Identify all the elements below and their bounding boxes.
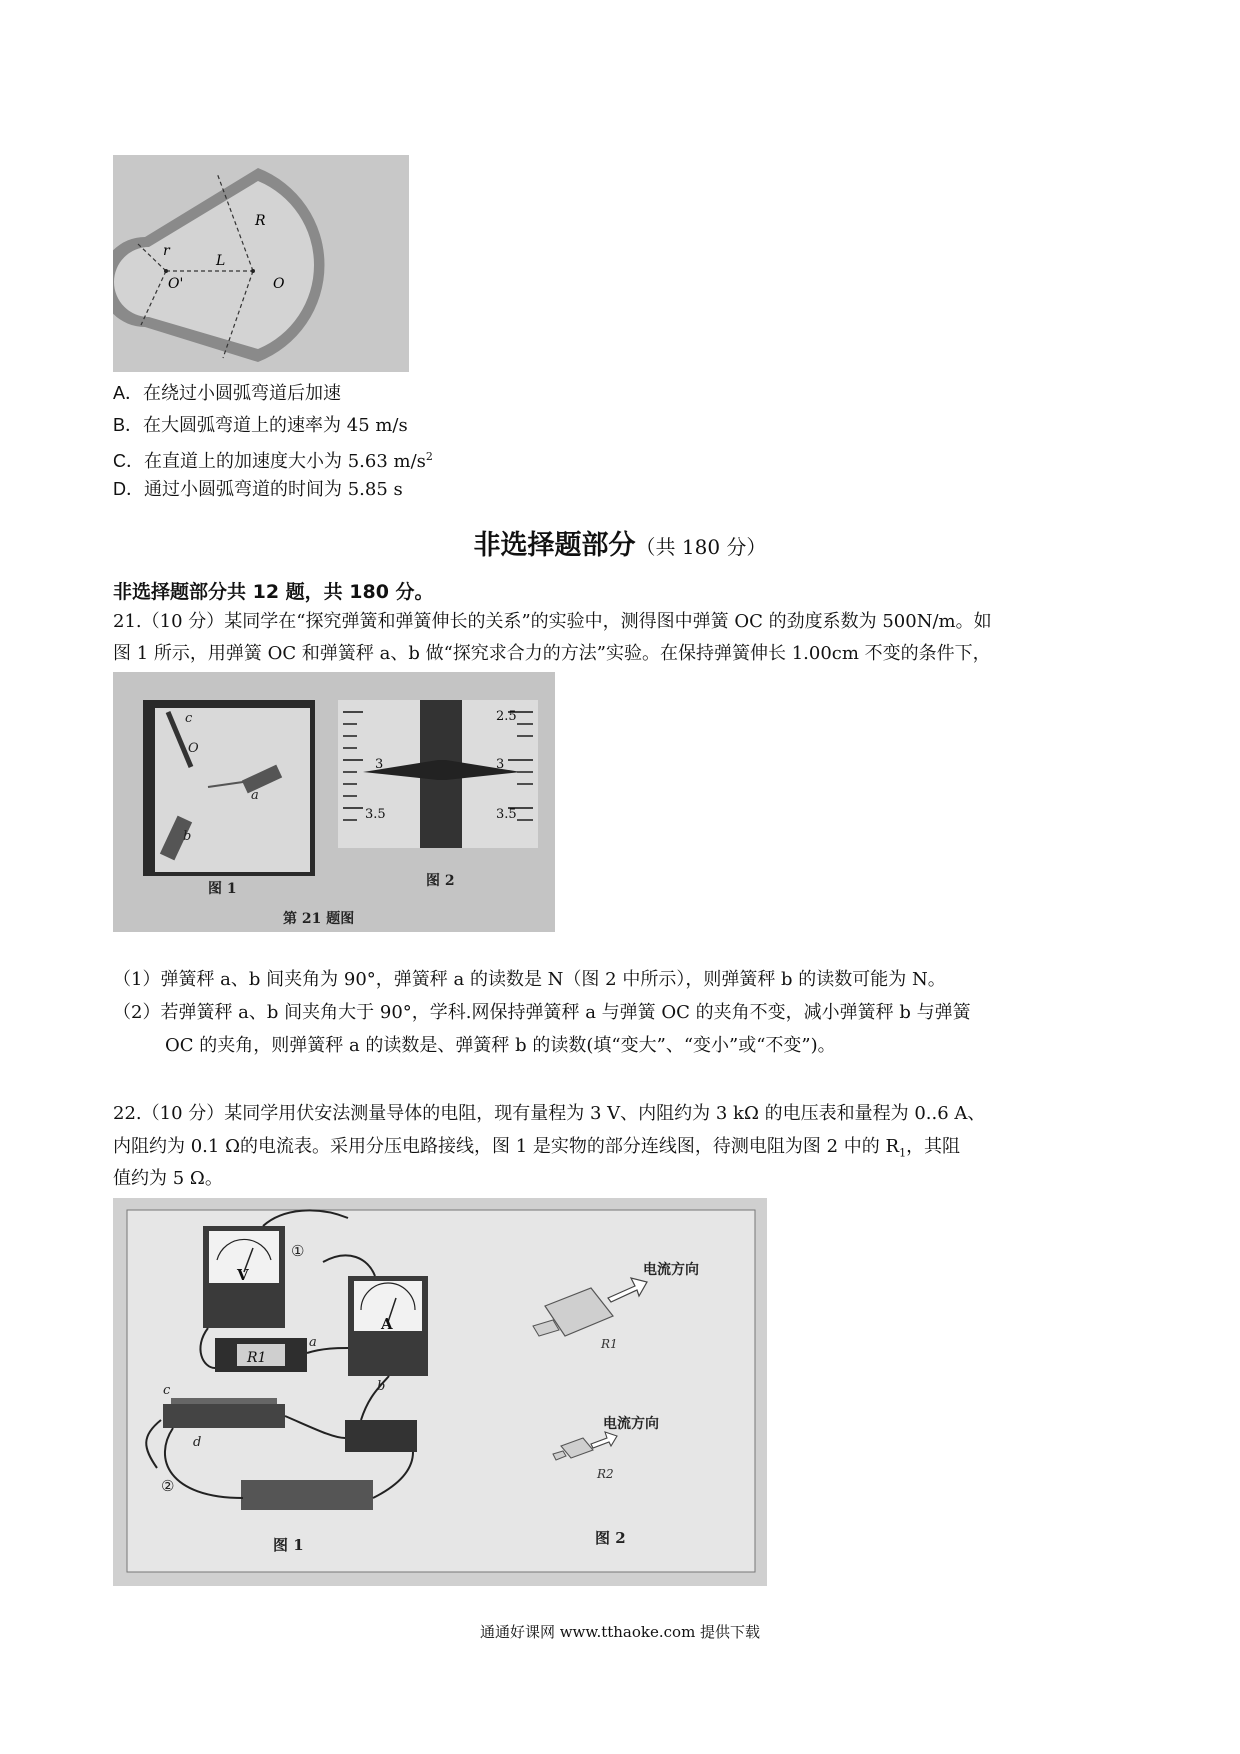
label-L: L [216, 253, 226, 269]
scale-label-2.5-right: 2.5 [496, 709, 517, 724]
r2-label: R2 [597, 1467, 614, 1481]
option-d: D．通过小圆弧弯道的时间为 5.85 s [113, 479, 403, 500]
r1-label: R1 [601, 1337, 618, 1351]
mark-a: a [309, 1335, 317, 1350]
q21-label-c: c [185, 711, 193, 726]
resistor-label: R1 [247, 1350, 267, 1366]
q21-line2: 图 1 所示，用弹簧 OC 和弹簧秤 a、b 做“探究求合力的方法”实验。在保持弹簧伸长 1.00cm 不变的条件下， [113, 643, 991, 664]
mark-c: c [163, 1383, 171, 1398]
q21-line1: 21.（10 分）某同学在“探究弹簧和弹簧伸长的关系”的实验中，测得图中弹簧 OC 的劲度系数为 500N/m。如 [113, 611, 992, 632]
section-title: 非选择题部分（共 180 分） [473, 530, 767, 561]
scale-label-3-left: 3 [375, 757, 384, 772]
q21-sub2-line2: OC 的夹角，则弹簧秤 a 的读数是、弹簧秤 b 的读数(填“变大”、“变小”或“不变”)。 [165, 1035, 836, 1056]
q22-fig1-caption: 图 1 [273, 1536, 304, 1554]
q21-fig2-caption: 图 2 [426, 873, 455, 889]
track-diagram [113, 155, 409, 372]
q21-figure [113, 672, 555, 932]
mark-b: b [377, 1379, 386, 1394]
q21-fig1-caption: 图 1 [208, 881, 237, 897]
current-direction-2: 电流方向 [603, 1416, 659, 1432]
mark-1: ① [291, 1242, 305, 1260]
scale-label-3.5-right: 3.5 [496, 807, 517, 822]
section-intro: 非选择题部分共 12 题，共 180 分。 [113, 581, 434, 603]
mark-2: ② [161, 1477, 175, 1495]
option-c: C．在直道上的加速度大小为 5.63 $m/s^2$ [113, 450, 433, 472]
q21-photo [113, 672, 555, 932]
page-footer: 通通好课网 www.tthaoke.com 提供下载 [479, 1623, 761, 1641]
q22-line2: 内阻约为 0.1 Ω的电流表。采用分压电路接线，图 1 是实物的部分连线图，待测电阻为图 2 中的 $R_1$，其阻 [113, 1136, 961, 1160]
track-figure [113, 155, 409, 372]
q21-sub2-line1: （2）若弹簧秤 a、b 间夹角大于 90°，学科.网保持弹簧秤 a 与弹簧 OC 的夹角不变，减小弹簧秤 b 与弹簧 [113, 1002, 971, 1023]
q21-figure-caption: 第 21 题图 [283, 911, 355, 927]
q22-figure [113, 1198, 767, 1586]
ammeter-label: A [381, 1315, 393, 1333]
option-a: A．在绕过小圆弧弯道后加速 [113, 383, 342, 404]
option-b: B．在大圆弧弯道上的速率为 45 m/s [113, 415, 408, 436]
q22-photo [113, 1198, 767, 1586]
mark-d: d [193, 1435, 202, 1450]
scale-label-3-right: 3 [496, 757, 505, 772]
label-O: O [273, 276, 285, 292]
label-R: R [255, 213, 266, 229]
q22-line1: 22.（10 分）某同学用伏安法测量导体的电阻，现有量程为 3 V、内阻约为 3 kΩ 的电压表和量程为 0..6 A、 [113, 1103, 986, 1124]
label-O-prime: O' [168, 276, 184, 292]
q21-label-b: b [183, 829, 192, 844]
scale-label-3.5-left: 3.5 [365, 807, 386, 822]
voltmeter-label: V [237, 1266, 249, 1284]
q21-label-a: a [251, 788, 259, 803]
q22-line3: 值约为 5 Ω。 [113, 1168, 223, 1189]
q21-label-o: O [188, 741, 199, 756]
q22-fig2-caption: 图 2 [595, 1529, 626, 1547]
current-direction-1: 电流方向 [643, 1262, 699, 1278]
q21-sub1: （1）弹簧秤 a、b 间夹角为 90°，弹簧秤 a 的读数是 N（图 2 中所示），则弹簧秤 b 的读数可能为 N。 [113, 969, 946, 990]
label-r: r [163, 243, 170, 259]
